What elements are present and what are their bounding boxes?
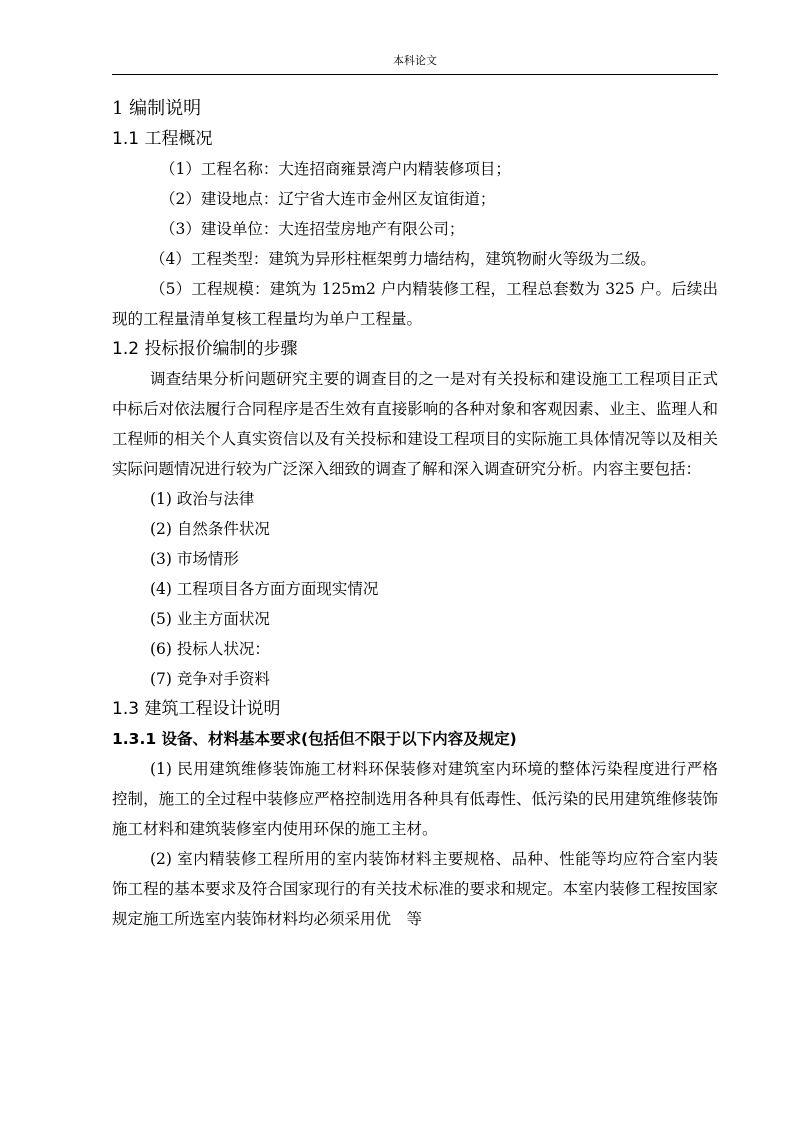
project-owner-item: （3）建设单位：大连招莹房地产有限公司； [160,220,465,238]
materials-paragraph-1: (1) 民用建筑维修装饰施工材料环保装修对建筑室内环境的整体污染程度进行严格控制，施工的全过程中装修应严格控制选用各种具有低毒性、低污染的民用建筑维修装饰施工材料和建筑装修室内使用环保的施工主材。 [112,760,718,838]
section-1-heading: 1 编制说明 [112,98,202,119]
section-1-3-heading: 1.3 建筑工程设计说明 [112,699,281,719]
list-item: (5) 业主方面状况 [150,610,270,628]
project-location-item: （2）建设地点：辽宁省大连市金州区友谊街道； [160,190,496,208]
materials-paragraph-2: (2) 室内精装修工程所用的室内装饰材料主要规格、品种、性能等均应符合室内装饰工程的基本要求及符合国家现行的有关技术标准的要求和规定。本室内装修工程按国家规定施工所选室内装饰材料均必须采用优 等 [112,850,718,928]
section-1-2-heading: 1.2 投标报价编制的步骤 [112,339,298,359]
list-item: (6) 投标人状况： [150,640,270,658]
project-type-paragraph: （4）工程类型：建筑为异形柱框架剪力墙结构，建筑物耐火等级为二级。 [150,250,656,268]
document-body [112,94,718,934]
list-item: (3) 市场情形 [150,550,239,568]
project-scale-paragraph: （5）工程规模：建筑为 125m2 户内精装修工程，工程总套数为 325 户。后续出现的工程量清单复核工程量均为单户工程量。 [112,280,718,328]
survey-paragraph: 调查结果分析问题研究主要的调查目的之一是对有关投标和建设施工工程项目正式中标后对依法履行合同程序是否生效有直接影响的各种对象和客观因素、业主、监理人和工程师的相关个人真实资信以及有关投标和建设工程项目的实际施工具体情况等以及相关实际问题情况进行较为广泛深入细致的调查了解和深入调查研究分析。内容主要包括： [112,370,718,478]
list-item: (2) 自然条件状况 [150,520,270,538]
header-text: 本科论文 [393,54,437,67]
page-header [112,54,718,75]
section-1-1-heading: 1.1 工程概况 [112,129,213,149]
section-1-3-1-heading: 1.3.1 设备、材料基本要求(包括但不限于以下内容及规定) [112,730,517,748]
project-name-item: （1）工程名称：大连招商雍景湾户内精装修项目； [160,160,511,178]
list-item: (7) 竞争对手资料 [150,670,270,688]
list-item: (1) 政治与法律 [150,490,255,508]
list-item: (4) 工程项目各方面方面现实情况 [150,580,379,598]
